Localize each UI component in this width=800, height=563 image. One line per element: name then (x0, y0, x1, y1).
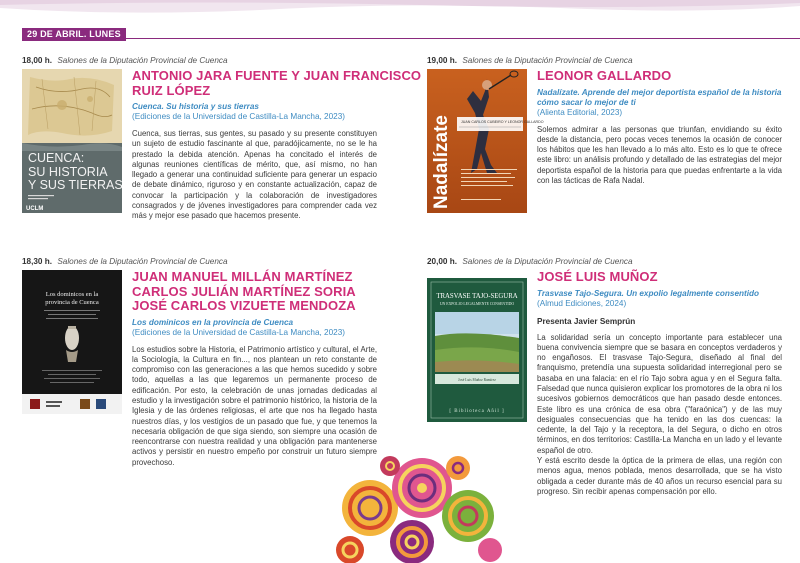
author-line: LEONOR GALLARDO (537, 68, 672, 83)
author-line: RUIZ LÓPEZ (132, 82, 211, 98)
cover-title-line3: Y SUS TIERRAS (28, 178, 123, 192)
event-time-venue (22, 55, 377, 67)
event-authors (537, 69, 782, 84)
book-cover (427, 69, 544, 213)
event-time-venue (22, 256, 377, 268)
decorative-swirl-illustration (330, 438, 500, 558)
cover-subtitle: UN EXPOLIO LEGALMENTE CONSENTIDO (439, 302, 515, 306)
book-description (537, 333, 782, 498)
book-title: Trasvase Tajo-Segura. Un expolio legalmente consentido (537, 288, 760, 298)
author-line: JUAN MANUEL MILLÁN MARTÍNEZ (132, 269, 353, 284)
cover-title: Nadalízate (431, 115, 452, 209)
event-info (132, 68, 422, 222)
book-title: Los dominicos en la provincia de Cuenca (132, 317, 294, 327)
book-publisher: (Ediciones de la Universidad de Castilla-La Mancha, 2023) (132, 112, 345, 121)
cover-logo: UCLM (26, 206, 44, 212)
top-decorative-band (0, 0, 800, 20)
book-description: Cuenca, sus tierras, sus gentes, su pasado y su presente constituyen un sujeto de estudio fascinante al que, paradójicamente, no se le ha prestado la debida atención. Apenas ha concitado el interés de algunas reuniones científicas de mérito, que, así mismo, no han llegado a generar una continuidad suficiente para generar un espacio de debate dinámico, riguroso y en constante actualización, capaz de convocar la participación y la colaboración de investigadores consagrados y de jóvenes investigadores para comprender cada vez más y mejor ese pasado que hacemos presente. (132, 129, 377, 221)
description-paragraph: Y está escrito desde la óptica de la primera de ellas, una región con menos agua, menos poblada, menos desarrollada, que se ha visto obligada a ceder durante más de 40 años un recurso esencial para su progreso. Sin recibir apenas compensación por ello. (537, 456, 782, 496)
event-venue: Salones de la Diputación Provincial de Cuenca (57, 257, 228, 266)
date-badge: 29 DE ABRIL. LUNES (22, 28, 126, 41)
author-line: JOSÉ CARLOS VIZUETE MENDOZA (132, 298, 356, 313)
book-description: Los estudios sobre la Historia, el Patrimonio artístico y cultural, el Arte, la Sociología, la Cultura en fin..., nos plantean un reto constante de compromiso con las generaciones a las que hemos sucedido y sobre todo, aquellas a las que legaremos un permanente proceso de edificación. Por esto, la celebración de unas jornadas dedicadas al estudio y la investigación sobre el patrimonio histórico, la historia de la Iglesia y de las órdenes religiosas, el arte que nos ha llegado hasta nuestros días, y los vestigios de un pasado que fue, y que tenemos la necesaria obligación de que siga siendo, son siempre una ocasión de reencontrarse con nuestra realidad y una obligación para mantenerse activos y persistir en nuestro empeño por construir un futuro siempre provechoso. (132, 344, 377, 467)
cover-series: [ Biblioteca Añil ] (449, 409, 505, 414)
event-card (427, 55, 782, 209)
event-venue: Salones de la Diputación Provincial de Cuenca (462, 257, 633, 266)
date-header (22, 28, 800, 42)
cover-authors: JUAN CARLOS CUBEIRO Y LEONOR GALLARDO (461, 120, 544, 124)
book-cover (22, 69, 122, 213)
event-info (537, 69, 782, 186)
event-authors (132, 68, 422, 98)
event-time: 19,00 h. (427, 56, 458, 65)
description-paragraph: La solidaridad sería un concepto importante para establecer una buena convivencia siempre que se basara en conceptos verdaderos y no engañosos. El trasvase Tajo-Segura, diseñado al final del franquismo, pretendía una supuesta solidaridad interregional pero se basaba en una falacia: en el río Tajo sobra agua y en el Segura falta. Falsedad que nunca quisieron explicar los promotores de la obra ni los sucesivos gobiernos democráticos que han pasado desde entonces. Este libro es una crónica de esa obra ("faraónica") y de las muy desiguales consecuencias que ha tenido en las dos cuencas: la cedente, la del Tajo y la receptora, la del Segura, o dicho en otros términos, en dos territorios: Castilla-La Mancha en un lado y el levante español de otro. (537, 332, 782, 455)
event-time: 20,00 h. (427, 257, 458, 266)
event-card (427, 256, 782, 496)
cover-title-line1: Los dominicos en la (45, 291, 99, 298)
event-authors (537, 270, 782, 285)
book-publisher: (Ediciones de la Universidad de Castilla-La Mancha, 2023) (132, 327, 345, 337)
event-time: 18,00 h. (22, 56, 53, 65)
cover-title: TRASVASE TAJO-SEGURA (436, 293, 518, 300)
author-line: JOSÉ LUIS MUÑOZ (537, 269, 658, 284)
event-venue: Salones de la Diputación Provincial de Cuenca (57, 56, 228, 65)
author-line: CARLOS JULIÁN MARTÍNEZ SORIA (132, 283, 356, 299)
book-publisher: (Almud Ediciones, 2024) (537, 298, 627, 308)
event-time: 18,30 h. (22, 257, 53, 266)
event-info (537, 270, 782, 497)
event-authors (132, 270, 377, 314)
event-time-venue (427, 55, 782, 67)
event-card (22, 55, 422, 221)
date-divider (122, 38, 800, 39)
book-title: Cuenca. Su historia y sus tierras (132, 102, 259, 111)
cover-title-line2: SU HISTORIA (28, 165, 108, 179)
author-line: ANTONIO JARA FUENTE Y JUAN FRANCISCO (132, 68, 422, 83)
cover-title-line1: CUENCA: (28, 151, 85, 165)
event-card (22, 256, 377, 467)
book-cover (427, 278, 527, 422)
book-description: Solemos admirar a las personas que triunfan, envidiando su éxito desde la distancia, pero pocas veces tenemos la ocasión de conocer los hábitos que les han llevado a lo más alto. Esto es lo que te ofrece este libro: un análisis profundo y detallado de las estrategias del mejor deportista español de la historia para que puedas enfrentarte a la vida con las tácticas de Rafa Nadal. (537, 124, 782, 185)
presenter: Presenta Javier Semprún (537, 316, 636, 326)
book-cover (22, 270, 122, 414)
event-venue: Salones de la Diputación Provincial de Cuenca (462, 56, 633, 65)
book-title: Nadalízate. Aprende del mejor deportista español de la historia cómo sacar lo mejor de ti (537, 87, 782, 107)
event-time-venue (427, 256, 782, 268)
cover-author: José Luis Muñoz Ramírez (458, 378, 496, 382)
cover-title-line2: provincia de Cuenca (45, 299, 99, 306)
book-publisher: (Alienta Editorial, 2023) (537, 107, 623, 117)
